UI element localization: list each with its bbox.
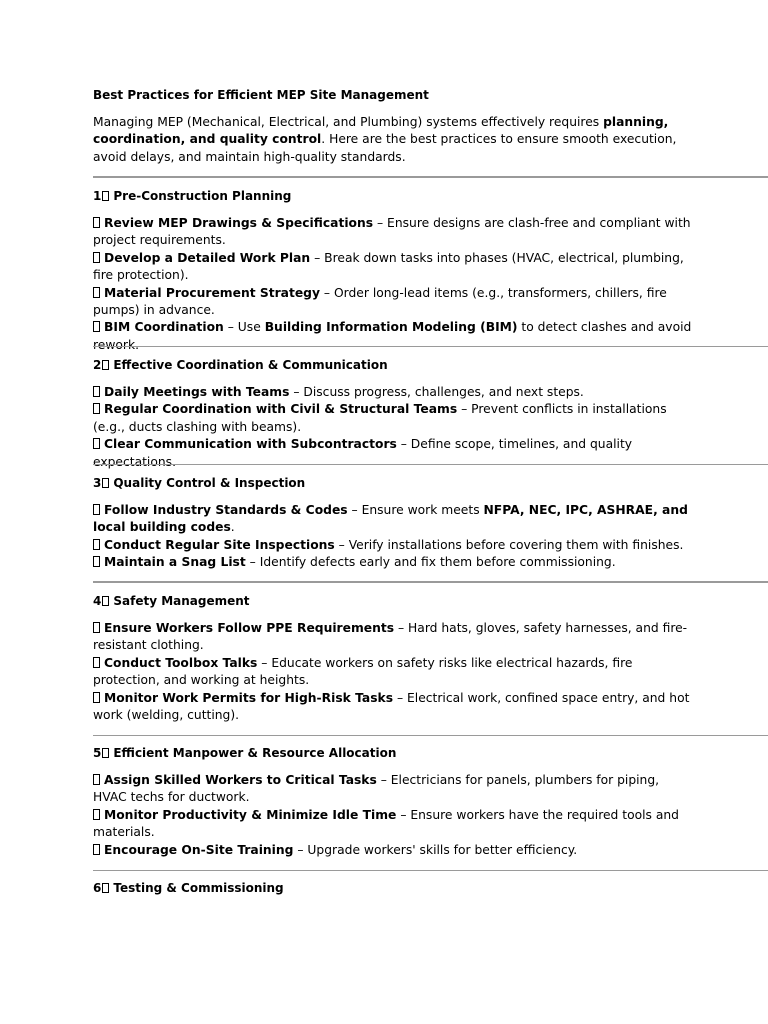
item-bold: Ensure Workers Follow PPE Requirements: [104, 621, 395, 635]
list-item: [93, 215, 693, 250]
section-4: [93, 593, 693, 724]
section-title: [93, 357, 693, 374]
divider: [93, 176, 768, 178]
section-number: 6: [93, 881, 102, 895]
item-text: – Educate workers on safety risks like electrical hazards, fire protection, and working at heights.: [93, 655, 633, 688]
missing-glyph-icon: [93, 692, 100, 703]
missing-glyph-icon: [102, 478, 109, 488]
item-text: – Hard hats, gloves, safety harnesses, and fire-resistant clothing.: [93, 621, 688, 653]
intro-bold: planning, coordination, and quality control: [93, 115, 669, 147]
item-bold: Monitor Work Permits for High-Risk Tasks: [104, 690, 394, 705]
missing-glyph-icon: [93, 217, 100, 228]
item-bold: Develop a Detailed Work Plan: [104, 250, 311, 265]
item-text: – Electricians for panels, plumbers for piping, HVAC techs for ductwork.: [93, 773, 660, 805]
item-text-2: .: [230, 520, 235, 535]
divider: [93, 346, 768, 347]
list-item: [93, 554, 693, 571]
missing-glyph-icon: [93, 287, 100, 298]
item-text: – Ensure designs are clash-free and compliant with project requirements.: [93, 216, 691, 248]
item-text: – Define scope, timelines, and quality expectations.: [93, 437, 633, 469]
missing-glyph-icon: [102, 360, 109, 370]
document-title: Best Practices for Efficient MEP Site Management: [93, 88, 429, 102]
item-bold: Conduct Regular Site Inspections: [104, 537, 335, 552]
item-bold: Regular Coordination with Civil & Structural Teams: [104, 402, 458, 417]
divider: [93, 870, 768, 871]
item-bold-2: Building Information Modeling (BIM): [264, 320, 518, 335]
item-text: – Verify installations before covering them with finishes.: [334, 537, 684, 552]
missing-glyph-icon: [102, 191, 109, 201]
item-bold: Follow Industry Standards & Codes: [104, 503, 348, 517]
item-text: – Break down tasks into phases (HVAC, electrical, plumbing, fire protection).: [93, 250, 684, 283]
missing-glyph-icon: [93, 504, 100, 515]
list-item: [93, 690, 693, 725]
item-bold: Review MEP Drawings & Specifications: [104, 216, 374, 230]
section-number: 1: [93, 189, 102, 203]
section-title: [93, 745, 693, 762]
missing-glyph-icon: [102, 596, 109, 606]
list-item: [93, 842, 693, 859]
intro-text-1: Managing MEP (Mechanical, Electrical, and Plumbing) systems effectively requires: [93, 115, 604, 129]
list-item: [93, 655, 693, 690]
section-number: 3: [93, 476, 102, 490]
item-bold: Conduct Toolbox Talks: [104, 655, 258, 670]
section-title: [93, 880, 693, 897]
item-text: – Electrical work, confined space entry, and hot work (welding, cutting).: [93, 690, 690, 723]
section-title: [93, 475, 693, 492]
missing-glyph-icon: [93, 556, 100, 567]
item-bold: Daily Meetings with Teams: [104, 385, 290, 399]
missing-glyph-icon: [93, 657, 100, 668]
item-bold: BIM Coordination: [104, 320, 224, 335]
list-item: [93, 384, 693, 401]
section-5: [93, 745, 693, 859]
section-1: [93, 188, 693, 354]
divider: [93, 735, 768, 736]
list-item: [93, 502, 693, 537]
item-text: – Order long-lead items (e.g., transformers, chillers, fire pumps) in advance.: [93, 285, 667, 318]
item-text: – Ensure work meets: [347, 503, 484, 517]
missing-glyph-icon: [102, 748, 109, 758]
document-header: [93, 87, 693, 166]
item-text-2: to detect clashes and avoid rework.: [93, 320, 692, 352]
list-item: [93, 436, 693, 471]
missing-glyph-icon: [93, 844, 100, 855]
item-bold: Clear Communication with Subcontractors: [104, 437, 397, 452]
divider: [93, 464, 768, 465]
item-bold: Encourage On-Site Training: [104, 842, 294, 857]
list-item: [93, 319, 693, 354]
item-bold: Material Procurement Strategy: [104, 285, 320, 300]
item-bold-2: NFPA, NEC, IPC, ASHRAE, and local building codes: [93, 503, 688, 535]
section-2: [93, 357, 693, 471]
list-item: [93, 285, 693, 320]
missing-glyph-icon: [93, 539, 100, 550]
item-text: – Ensure workers have the required tools and materials.: [93, 807, 679, 840]
list-item: [93, 807, 693, 842]
missing-glyph-icon: [93, 438, 100, 449]
section-title-text: Effective Coordination & Communication: [113, 358, 388, 372]
missing-glyph-icon: [93, 403, 100, 414]
missing-glyph-icon: [93, 386, 100, 397]
section-number: 4: [93, 594, 102, 608]
list-item: [93, 620, 693, 655]
section-title-text: Pre-Construction Planning: [113, 189, 292, 203]
missing-glyph-icon: [93, 252, 100, 263]
intro-paragraph: [93, 114, 693, 166]
intro-text-2: . Here are the best practices to ensure smooth execution, avoid delays, and maintain high-quality standards.: [93, 132, 677, 164]
section-title-text: Quality Control & Inspection: [113, 476, 306, 490]
missing-glyph-icon: [93, 774, 100, 785]
missing-glyph-icon: [102, 883, 109, 893]
section-title-text: Efficient Manpower & Resource Allocation: [113, 746, 397, 760]
item-text: – Upgrade workers' skills for better efficiency.: [293, 842, 578, 857]
section-title: [93, 188, 693, 205]
section-number: 5: [93, 746, 102, 760]
section-title-text: Testing & Commissioning: [113, 881, 284, 895]
missing-glyph-icon: [93, 622, 100, 633]
item-text: – Use: [223, 320, 265, 335]
section-6: [93, 880, 693, 907]
divider: [93, 581, 768, 583]
missing-glyph-icon: [93, 809, 100, 820]
list-item: [93, 401, 693, 436]
item-bold: Assign Skilled Workers to Critical Tasks: [104, 773, 377, 787]
item-bold: Monitor Productivity & Minimize Idle Time: [104, 807, 397, 822]
section-3: [93, 475, 693, 572]
list-item: [93, 772, 693, 807]
item-text: – Discuss progress, challenges, and next steps.: [289, 385, 584, 399]
section-number: 2: [93, 358, 102, 372]
list-item: [93, 250, 693, 285]
item-bold: Maintain a Snag List: [104, 555, 246, 570]
item-text: – Identify defects early and fix them before commissioning.: [245, 555, 616, 570]
section-title-text: Safety Management: [113, 594, 250, 608]
missing-glyph-icon: [93, 321, 100, 332]
list-item: [93, 537, 693, 554]
item-text: – Prevent conflicts in installations (e.g., ducts clashing with beams).: [93, 402, 667, 434]
section-title: [93, 593, 693, 610]
